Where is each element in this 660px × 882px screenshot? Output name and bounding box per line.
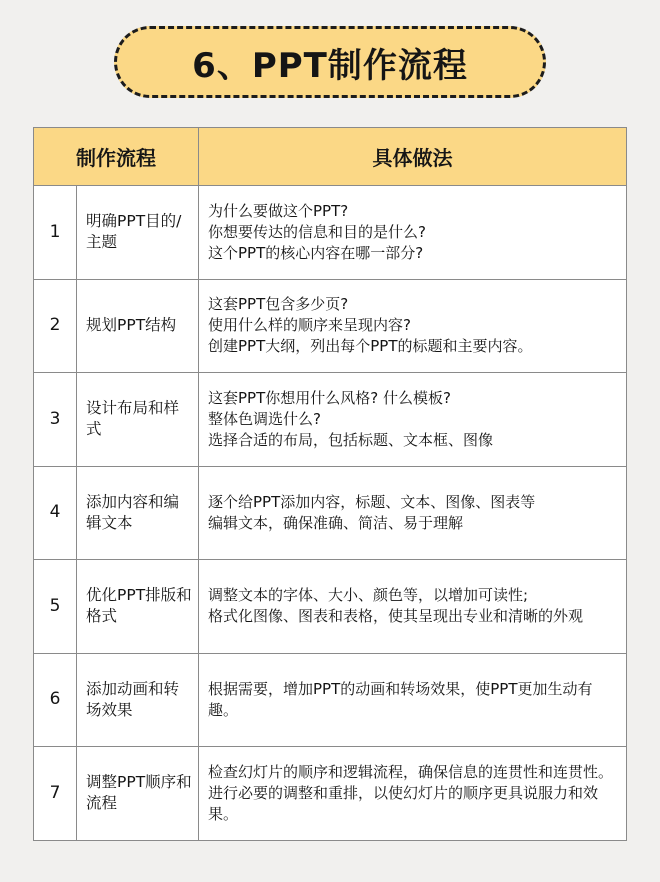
step-method (199, 747, 627, 841)
step-name: 优化PPT排版和格式 (77, 560, 199, 654)
row-number: 3 (34, 373, 77, 467)
table-row (34, 279, 627, 373)
process-table (33, 127, 627, 841)
step-method (199, 466, 627, 560)
row-number: 7 (34, 747, 77, 841)
header-method: 具体做法 (199, 128, 627, 186)
step-name: 明确PPT目的/主题 (77, 186, 199, 280)
method-line: 调整文本的字体、大小、颜色等，以增加可读性; (208, 586, 529, 605)
step-method (199, 186, 627, 280)
step-method (199, 653, 627, 747)
row-number: 2 (34, 279, 77, 373)
step-name: 设计布局和样式 (77, 373, 199, 467)
method-line: 逐个给PPT添加内容，标题、文本、图像、图表等 (208, 492, 536, 511)
table-header-row (34, 128, 627, 186)
method-line: 检查幻灯片的顺序和逻辑流程，确保信息的连贯性和连贯性。进行必要的调整和重排，以使幻灯片的顺序更具说服力和效果。 (208, 762, 614, 823)
method-line: 格式化图像、图表和表格，使其呈现出专业和清晰的外观 (208, 607, 584, 626)
step-method (199, 560, 627, 654)
method-line: 整体色调选什么? (208, 409, 321, 428)
method-line: 选择合适的布局，包括标题、文本框、图像 (208, 430, 494, 449)
step-name: 添加内容和编辑文本 (77, 466, 199, 560)
table-row (34, 373, 627, 467)
method-line: 这个PPT的核心内容在哪一部分? (208, 243, 424, 262)
step-name: 规划PPT结构 (77, 279, 199, 373)
method-line: 为什么要做这个PPT? (208, 201, 349, 220)
method-line: 根据需要，增加PPT的动画和转场效果，使PPT更加生动有趣。 (208, 679, 593, 719)
method-line: 使用什么样的顺序来呈现内容? (208, 316, 411, 335)
table-row (34, 560, 627, 654)
method-line: 这套PPT包含多少页? (208, 295, 349, 314)
row-number: 6 (34, 653, 77, 747)
method-line: 你想要传达的信息和目的是什么? (208, 222, 426, 241)
title-banner (114, 26, 546, 98)
step-name: 添加动画和转场效果 (77, 653, 199, 747)
row-number: 4 (34, 466, 77, 560)
step-method (199, 373, 627, 467)
table-row (34, 747, 627, 841)
table-row (34, 186, 627, 280)
table-row (34, 466, 627, 560)
step-method (199, 279, 627, 373)
method-line: 这套PPT你想用什么风格? 什么模板? (208, 388, 451, 407)
method-line: 创建PPT大纲，列出每个PPT的标题和主要内容。 (208, 337, 533, 356)
step-name: 调整PPT顺序和流程 (77, 747, 199, 841)
row-number: 1 (34, 186, 77, 280)
method-line: 编辑文本，确保准确、简洁、易于理解 (208, 513, 464, 532)
table-row (34, 653, 627, 747)
page-title: 6、PPT制作流程 (192, 45, 468, 86)
row-number: 5 (34, 560, 77, 654)
header-step: 制作流程 (34, 128, 199, 186)
